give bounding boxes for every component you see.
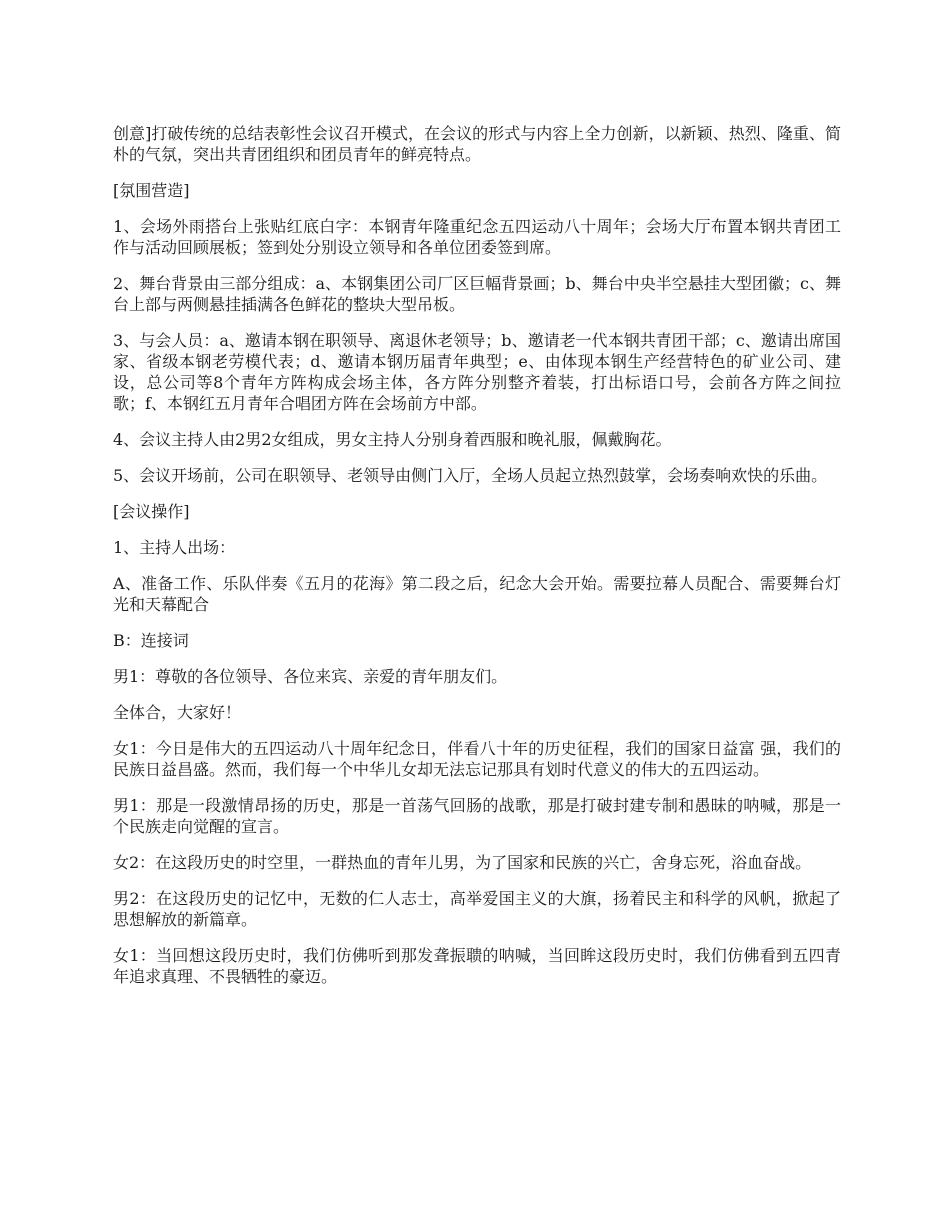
- paragraph-venue: 1、会场外雨搭台上张贴红底白字：本钢青年隆重纪念五四运动八十周年；会场大厅布置本钢共青团工作与活动回顾展板；签到处分别设立领导和各单位团委签到席。: [113, 217, 841, 257]
- paragraph-stage: 2、舞台背景由三部分组成：a、本钢集团公司厂区巨幅背景画；b、舞台中央半空悬挂大型团徽；c、舞台上部与两侧悬挂插满各色鲜花的整块大型吊板。: [113, 274, 841, 314]
- dialogue-line: 男1：尊敬的各位领导、各位来宾、亲爱的青年朋友们。: [113, 667, 508, 686]
- dialogue-line: 女1：今日是伟大的五四运动八十周年纪念日，伴看八十年的历史征程，我们的国家日益富 强，我们的民族日益昌盛。然而，我们每一个中华儿女却无法忘记那具有划时代意义的伟大的五四运动。: [113, 739, 841, 779]
- paragraph-transition: B：连接词: [113, 631, 189, 650]
- paragraph-opening: 5、会议开场前，公司在职领导、老领导由侧门入厅，全场人员起立热烈鼓掌，会场奏响欢快的乐曲。: [113, 466, 828, 485]
- paragraph-intro: 创意]打破传统的总结表彰性会议召开模式，在会议的形式与内容上全力创新，以新颖、热烈、隆重、简朴的气氛，突出共青团组织和团员青年的鲜亮特点。: [113, 124, 841, 164]
- section-heading-operation: [会议操作]: [113, 502, 190, 521]
- dialogue-line: 全体合，大家好！: [113, 703, 242, 722]
- dialogue-line: 女1：当回想这段历史时，我们仿佛听到那发聋振聩的呐喊，当回眸这段历史时，我们仿佛看到五四青年追求真理、不畏牺牲的豪迈。: [113, 946, 841, 986]
- section-heading-atmosphere: [氛围营造]: [113, 181, 190, 200]
- dialogue-line: 男2：在这段历史的记忆中，无数的仁人志士，高举爱国主义的大旗，扬着民主和科学的风帆，掀起了思想解放的新篇章。: [113, 889, 841, 929]
- paragraph-host-entrance: 1、主持人出场：: [113, 538, 236, 557]
- document-body: [113, 123, 841, 1002]
- paragraph-hosts: 4、会议主持人由2男2女组成，男女主持人分别身着西服和晚礼服，佩戴胸花。: [113, 430, 672, 449]
- dialogue-line: 男1：那是一段激情昂扬的历史，那是一首荡气回肠的战歌，那是打破封建专制和愚昧的呐喊，那是一个民族走向觉醒的宣言。: [113, 796, 841, 836]
- paragraph-attendees: 3、与会人员：a、邀请本钢在职领导、离退休老领导；b、邀请老一代本钢共青团干部；c、邀请出席国家、省级本钢老劳模代表；d、邀请本钢历届青年典型；e、由体现本钢生产经营特色的矿业公司、建设，总公司等8个青年方阵构成会场主体，各方阵分别整齐着装，打出标语口号，会前各方阵之间拉歌；f、本钢红五月青年合唱团方阵在会场前方中部。: [113, 331, 841, 413]
- dialogue-line: 女2：在这段历史的时空里，一群热血的青年儿男，为了国家和民族的兴亡，舍身忘死，浴血奋战。: [113, 853, 812, 872]
- paragraph-preparation: A、准备工作、乐队伴奏《五月的花海》第二段之后，纪念大会开始。需要拉幕人员配合、需要舞台灯光和天幕配合: [113, 574, 841, 614]
